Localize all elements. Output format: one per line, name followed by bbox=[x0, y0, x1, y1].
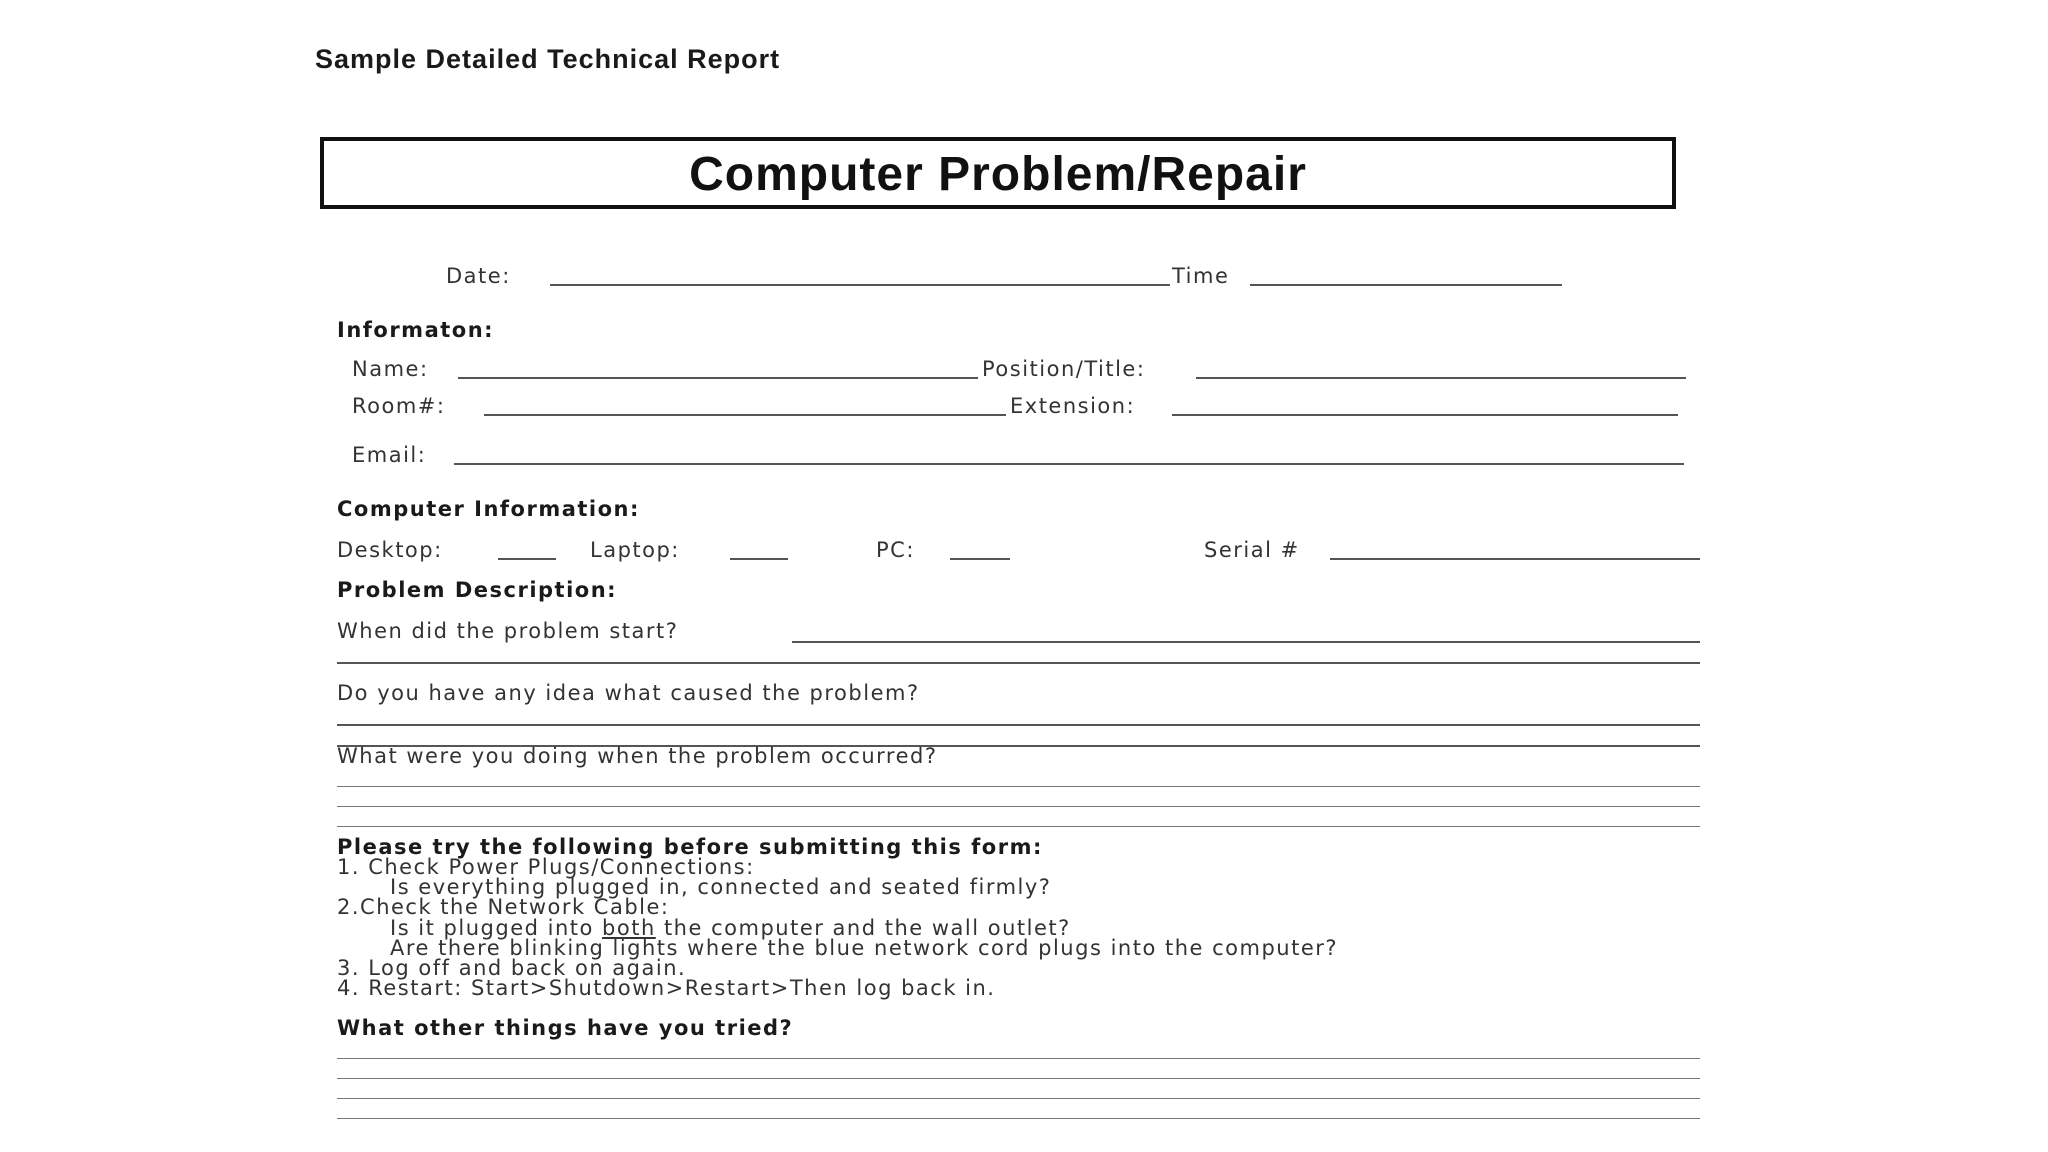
answer-line-doing-2[interactable] bbox=[337, 806, 1700, 807]
time-field[interactable] bbox=[1250, 284, 1562, 286]
problem-section-heading: Problem Description: bbox=[337, 578, 618, 602]
laptop-field[interactable] bbox=[730, 558, 788, 560]
pc-field[interactable] bbox=[950, 558, 1010, 560]
extension-label: Extension: bbox=[1010, 394, 1136, 418]
step-4: 4. Restart: Start>Shutdown>Restart>Then log back in. bbox=[337, 976, 996, 1000]
step-3: 3. Log off and back on again. bbox=[337, 956, 687, 980]
date-field[interactable] bbox=[550, 284, 1170, 286]
email-field[interactable] bbox=[454, 463, 1684, 465]
question-problem-cause: Do you have any idea what caused the problem? bbox=[337, 681, 920, 705]
form-title: Computer Problem/Repair bbox=[689, 148, 1307, 201]
answer-line-other-2[interactable] bbox=[337, 1078, 1700, 1079]
step-2-detail-2: Are there blinking lights where the blue network cord plugs into the computer? bbox=[390, 936, 1339, 960]
answer-line-problem-start[interactable] bbox=[792, 641, 1700, 643]
try-section-heading: Please try the following before submitting this form: bbox=[337, 835, 1043, 859]
step-2-detail-text-c: the computer and the wall outlet? bbox=[663, 916, 1071, 940]
step-2-detail-text-a: Is it plugged into bbox=[390, 916, 594, 940]
position-label: Position/Title: bbox=[982, 357, 1146, 381]
step-1-detail: Is everything plugged in, connected and seated firmly? bbox=[390, 875, 1052, 899]
computer-section-heading: Computer Information: bbox=[337, 497, 640, 521]
room-label: Room#: bbox=[352, 394, 446, 418]
desktop-label: Desktop: bbox=[337, 538, 443, 562]
date-label: Date: bbox=[446, 264, 511, 288]
email-label: Email: bbox=[352, 443, 427, 467]
step-2-detail-emphasis: both bbox=[602, 916, 656, 940]
desktop-field[interactable] bbox=[498, 558, 556, 560]
laptop-label: Laptop: bbox=[590, 538, 680, 562]
answer-line-other-1[interactable] bbox=[337, 1058, 1700, 1059]
name-field[interactable] bbox=[458, 377, 978, 379]
room-field[interactable] bbox=[484, 414, 1006, 416]
time-label: Time bbox=[1172, 264, 1230, 288]
answer-line-problem-start-2[interactable] bbox=[337, 662, 1700, 664]
answer-line-doing-1[interactable] bbox=[337, 786, 1700, 787]
step-1: 1. Check Power Plugs/Connections: bbox=[337, 855, 755, 879]
other-section-heading: What other things have you tried? bbox=[337, 1016, 794, 1040]
question-doing-when-occurred: What were you doing when the problem occurred? bbox=[337, 744, 938, 768]
extension-field[interactable] bbox=[1172, 414, 1678, 416]
answer-line-problem-cause[interactable] bbox=[337, 724, 1700, 726]
question-problem-start: When did the problem start? bbox=[337, 619, 679, 643]
answer-line-other-3[interactable] bbox=[337, 1098, 1700, 1099]
step-2: 2.Check the Network Cable: bbox=[337, 895, 670, 919]
position-field[interactable] bbox=[1196, 377, 1686, 379]
name-label: Name: bbox=[352, 357, 429, 381]
serial-field[interactable] bbox=[1330, 558, 1700, 560]
pc-label: PC: bbox=[876, 538, 915, 562]
answer-line-doing-3[interactable] bbox=[337, 826, 1700, 827]
information-section-heading: Informaton: bbox=[337, 318, 495, 342]
answer-line-other-4[interactable] bbox=[337, 1118, 1700, 1119]
document-heading: Sample Detailed Technical Report bbox=[315, 44, 781, 74]
form-title-box bbox=[320, 137, 1676, 209]
serial-label: Serial # bbox=[1204, 538, 1300, 562]
